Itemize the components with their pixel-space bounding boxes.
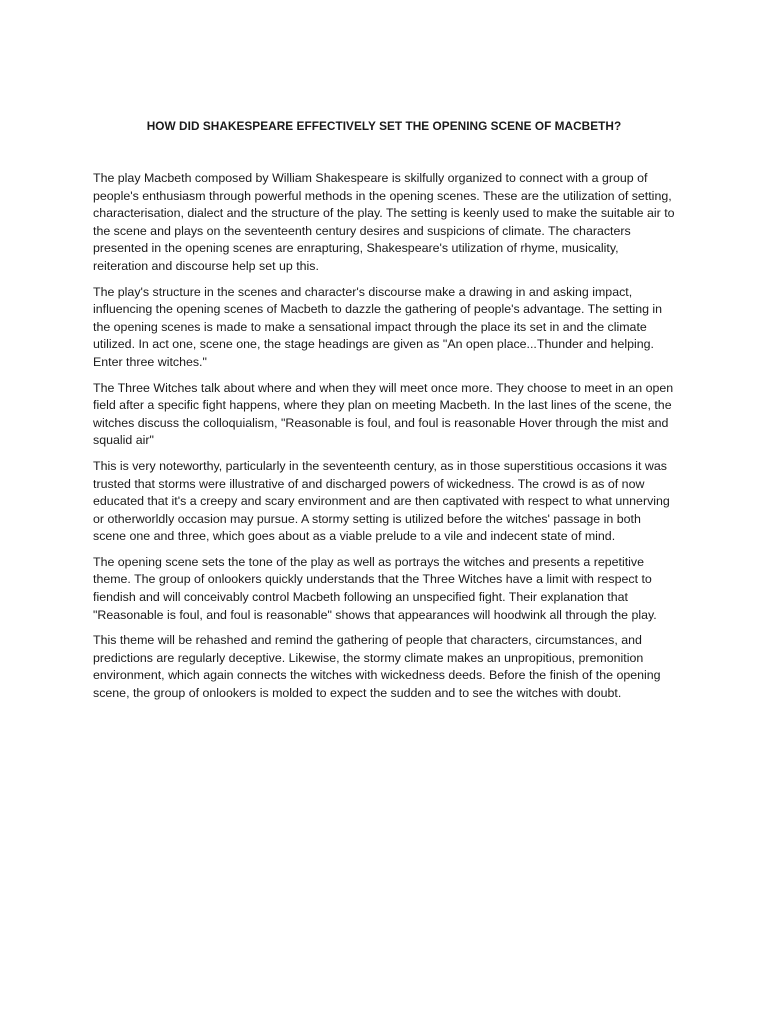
document-title: HOW DID SHAKESPEARE EFFECTIVELY SET THE OPENING SCENE OF MACBETH? — [146, 119, 622, 133]
paragraph-5: The opening scene sets the tone of the play as well as portrays the witches and presents a repetitive theme. The group of onlookers quickly understands that the Three Witches have a limit with respect to fiendish and will conceivably control Macbeth following an unspecified fight. Their explanation that "Reasonable is foul, and foul is reasonable" shows that appearances will hoodwink all through the play. — [93, 554, 657, 622]
paragraph-3: The Three Witches talk about where and when they will meet once more. They choose to meet in an open field after a specific fight happens, where they plan on meeting Macbeth. In the last lines of the scene, the witches discuss the colloquialism, "Reasonable is foul, and foul is reasonable Hover through the mist and squalid air" — [93, 380, 674, 448]
paragraph-2: The play's structure in the scenes and character's discourse make a drawing in and asking impact, influencing the opening scenes of Macbeth to dazzle the gathering of people's advantage. The setting in the opening scenes is made to make a sensational impact through the place its set in and the climate utilized. In act one, scene one, the stage headings are given as "An open place...Thunder and helping. Enter three witches." — [93, 284, 663, 369]
paragraph-6: This theme will be rehashed and remind the gathering of people that characters, circumstances, and predictions are regularly deceptive. Likewise, the stormy climate makes an unpropitious, premonition environment, which again connects the witches with wickedness deeds. Before the finish of the opening scene, the group of onlookers is molded to expect the sudden and to see the witches with doubt. — [93, 633, 661, 701]
paragraph-4: This is very noteworthy, particularly in the seventeenth century, as in those superstitious occasions it was trusted that storms were illustrative of and discharged powers of wickedness. The crowd is as of now educated that it's a creepy and scary environment and are then captivated with respect to what unnerving or otherworldly occasion may pursue. A stormy setting is utilized before the witches' passage in both scene one and three, which goes about as a viable prelude to a vile and indecent state of mind. — [93, 458, 670, 544]
paragraph-1: The play Macbeth composed by William Shakespeare is skilfully organized to connect with a group of people's enthusiasm through powerful methods in the opening scenes. These are the utilization of setting, characterisation, dialect and the structure of the play. The setting is keenly used to make the suitable air to the scene and plays on the seventeenth century desires and suspicions of climate. The characters presented in the opening scenes are enrapturing, Shakespeare's utilization of rhyme, musicality, reiteration and discourse help set up this. — [93, 171, 675, 273]
document-body — [93, 118, 675, 711]
